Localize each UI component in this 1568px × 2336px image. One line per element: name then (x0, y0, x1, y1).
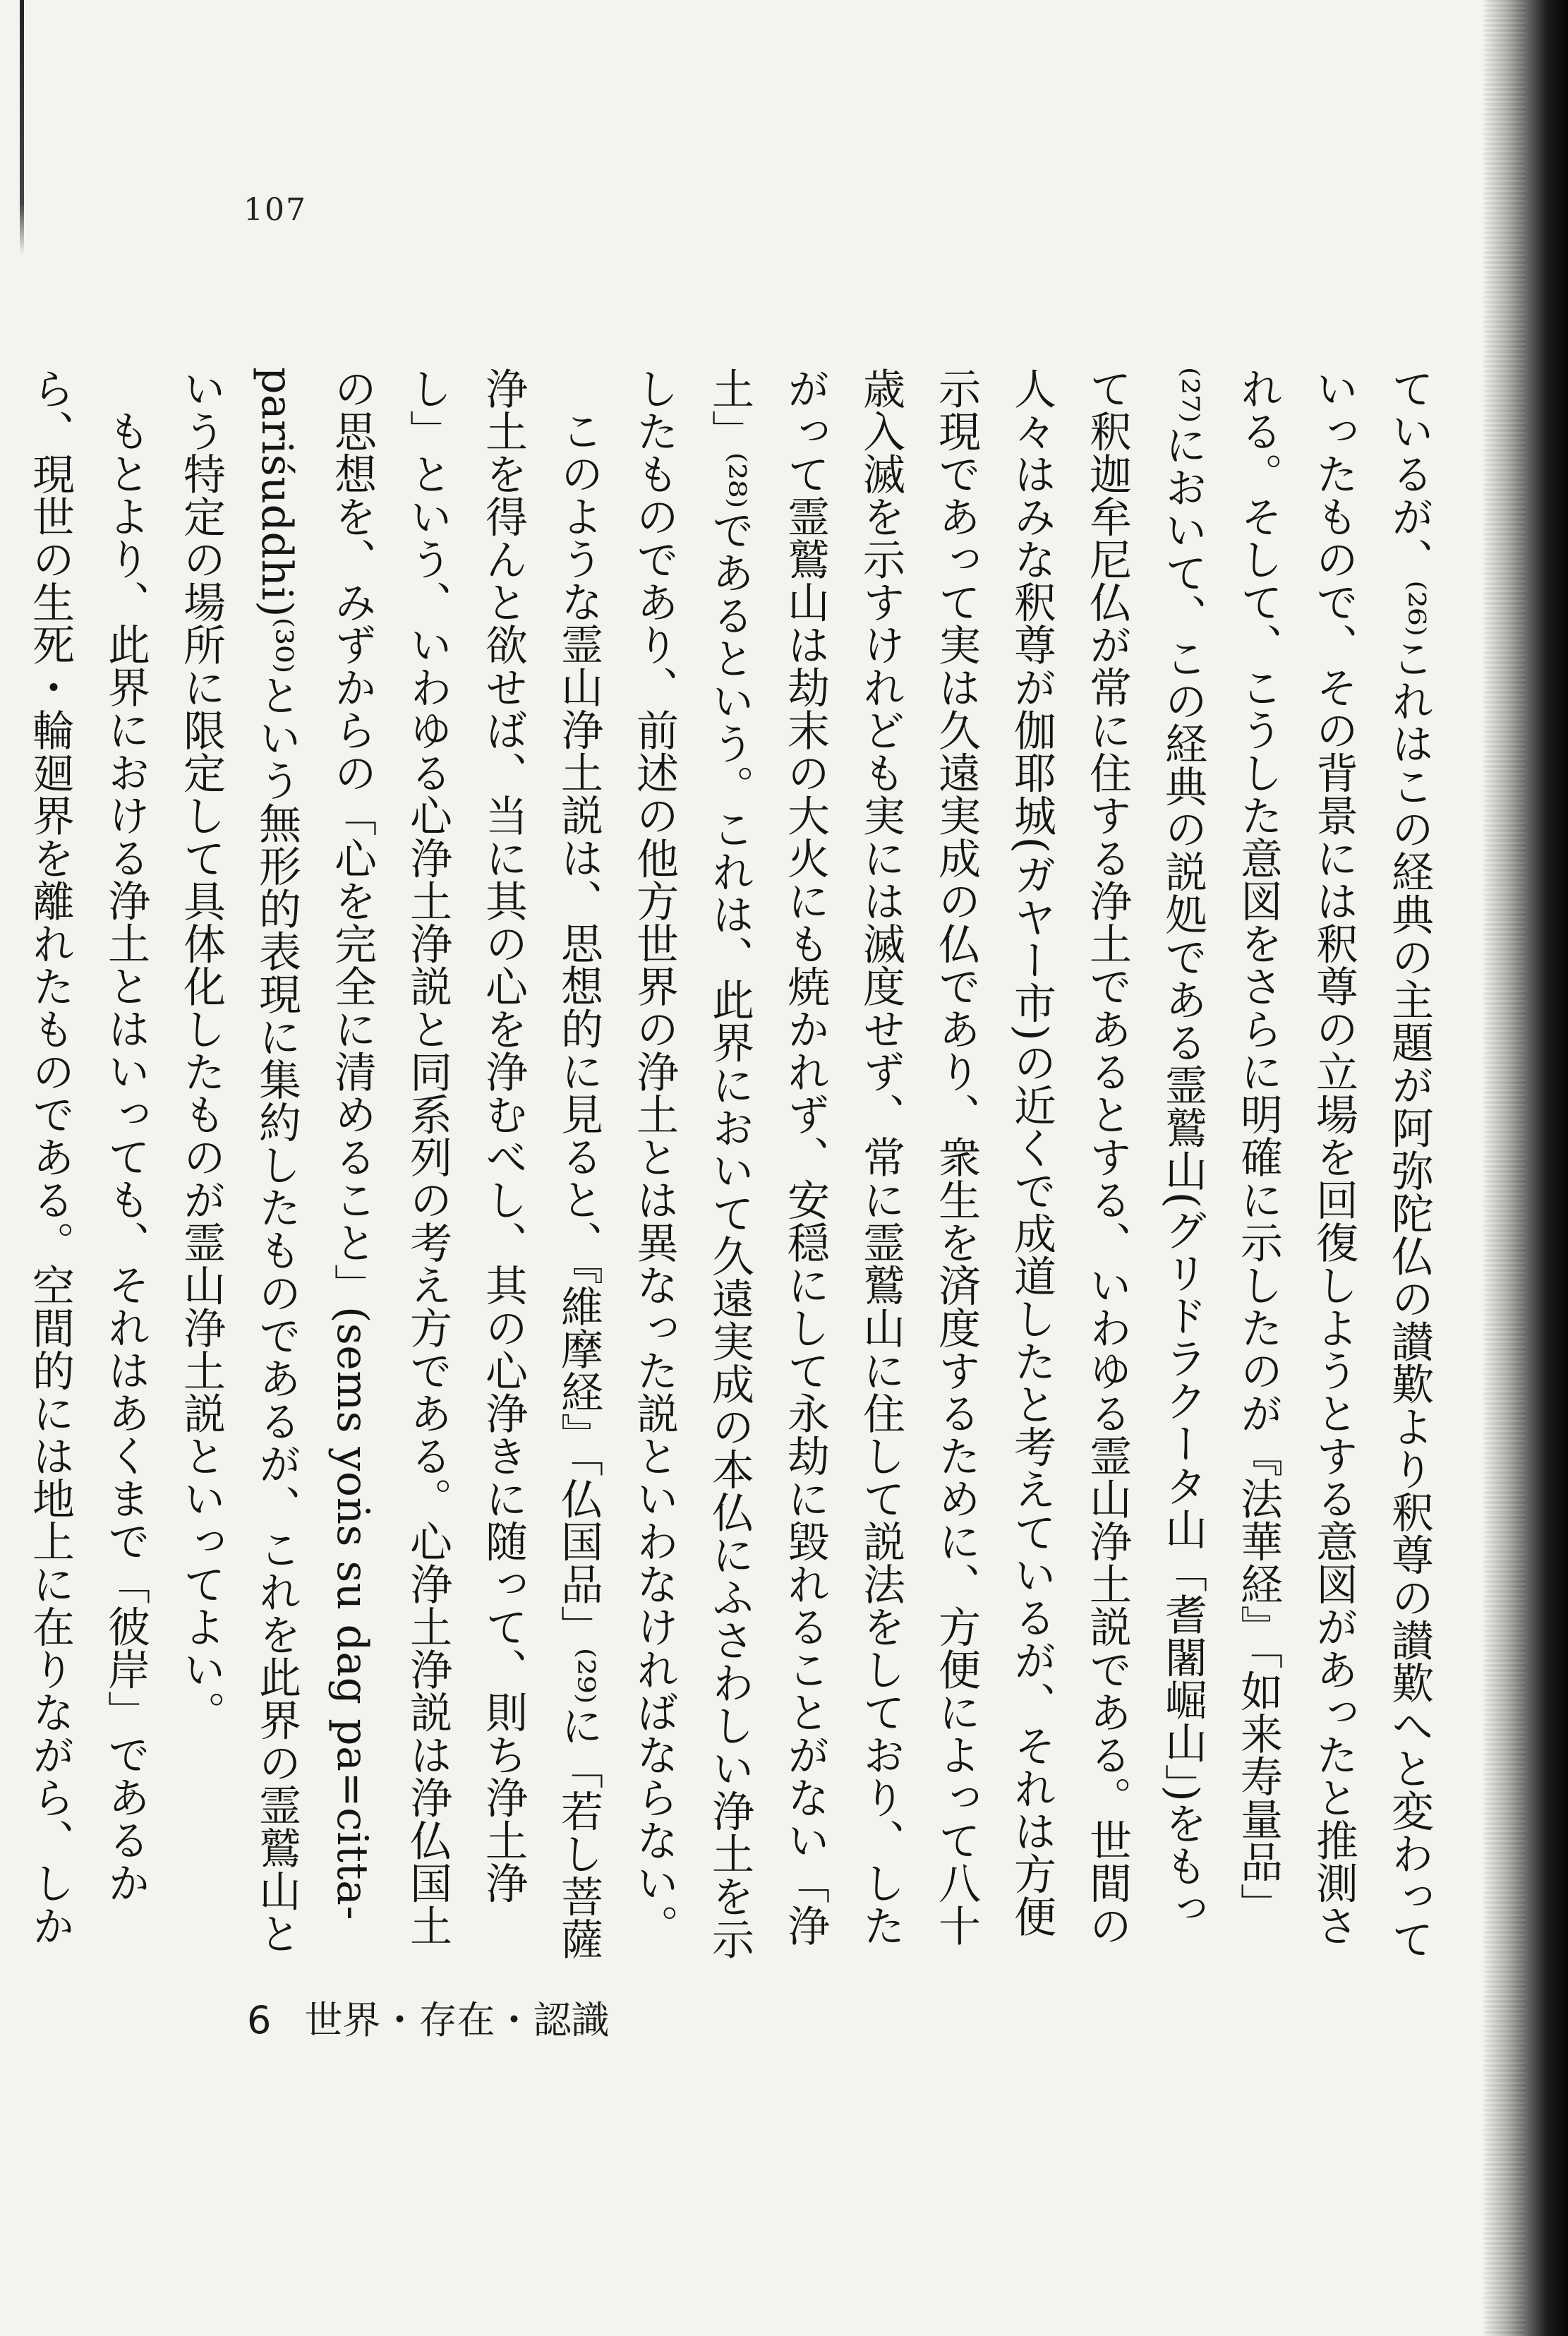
paragraph-3: もとより、此界における浄土とはいっても、それはあくまで「彼岸」であるから、現世の生死・輪廻界を離れたものである。空間的には地上に在りながら、しか (25, 367, 150, 1947)
running-footer (247, 1990, 610, 2045)
page-edge-right-grain (1483, 0, 1526, 2336)
chapter-number: 6 (247, 1998, 272, 2042)
paragraph-2: このような霊山浄土説は、思想的に見ると、『維摩経』「仏国品」⁽²⁹⁾に「若し菩薩浄土を得んと欲せば、当に其の心を浄むべし、其の心浄きに随って、則ち浄土浄し」という、いわゆる心浄土浄説と同系列の考え方である。心浄土浄説は浄仏国土の思想を、みずからの「心を完全に清めること」(sems yoṅs su dag pa=citta-pariśuddhi)⁽³⁰⁾という無形的表現に集約したものであるが、これを此界の霊鷲山という特定の場所に限定して具体化したものが霊山浄土説といってよい。 (176, 367, 603, 1961)
chapter-title: 世界・存在・認識 (304, 1998, 610, 2042)
page-edge-left (20, 0, 24, 254)
page-number: 107 (243, 192, 307, 228)
body-text (25, 367, 1447, 1962)
paragraph-1: ているが、⁽²⁶⁾これはこの経典の主題が阿弥陀仏の讃歎より釈尊の讃歎へと変わっていったもので、その背景には釈尊の立場を回復しようとする意図があったと推測される。そして、こうした意図をさらに明確に示したのが『法華経』「如来寿量品」⁽²⁷⁾において、この経典の説処である霊鷲山(グリドラクータ山「耆闍崛山」)をもって釈迦牟尼仏が常に住する浄土であるとする、いわゆる霊山浄土説である。世間の人々はみな釈尊が伽耶城(ガヤー市)の近くで成道したと考えているが、それは方便示現であって実は久遠実成の仏であり、衆生を済度するために、方便によって八十歳入滅を示すけれども実には滅度せず、常に霊鷲山に住して説法をしており、したがって霊鷲山は劫末の大火にも焼かれず、安穏にして永劫に毀れることがない「浄土」⁽²⁸⁾であるという。これは、此界において久遠実成の本仏にふさわしい浄土を示したものであり、前述の他方世界の浄土とは異なった説といわなければならない。 (629, 367, 1434, 1961)
